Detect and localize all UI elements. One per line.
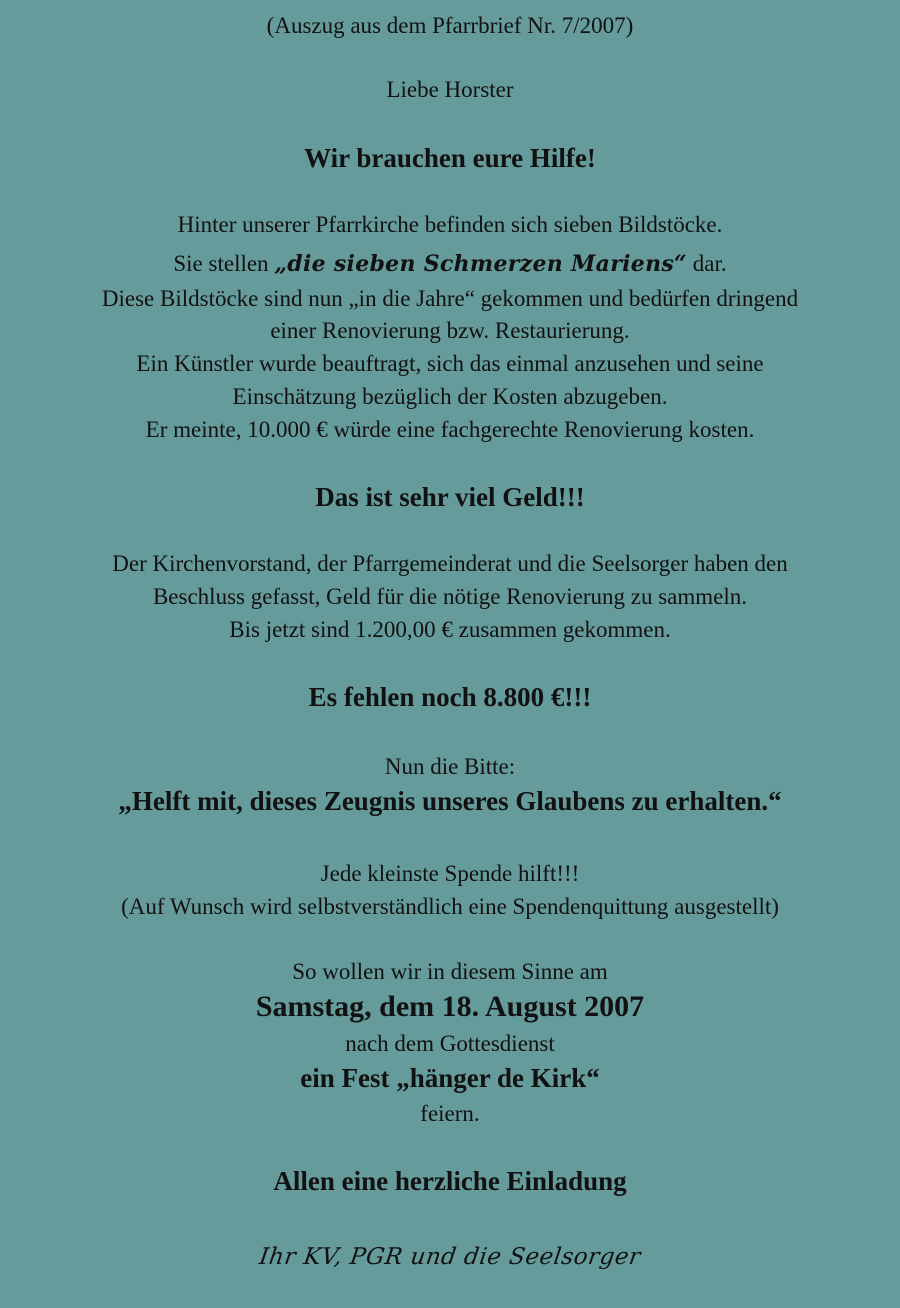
donation-line1: Jede kleinste Spende hilft!!! [320, 861, 580, 886]
signature: Ihr KV, PGR und die Seelsorger [257, 1244, 643, 1270]
paragraph1-line4: einer Renovierung bzw. Restaurierung. [270, 318, 630, 343]
paragraph1-line2 [0, 252, 900, 275]
paragraph1-line2-pre: Sie stellen [173, 251, 275, 276]
source-note: (Auszug aus dem Pfarrbrief Nr. 7/2007) [266, 13, 634, 38]
request-intro: Nun die Bitte: [384, 754, 516, 779]
paragraph1-line2-post: dar. [687, 251, 727, 276]
paragraph2-line3: Bis jetzt sind 1.200,00 € zusammen gekommen. [229, 617, 671, 642]
paragraph1-line6: Einschätzung bezüglich der Kosten abzugeben. [232, 384, 668, 409]
heading-money: Das ist sehr viel Geld!!! [315, 482, 585, 512]
paragraph2-line1: Der Kirchenvorstand, der Pfarrgemeinderat und die Seelsorger haben den [112, 551, 788, 576]
event-date: Samstag, dem 18. August 2007 [255, 990, 645, 1023]
invitation: Allen eine herzliche Einladung [273, 1166, 627, 1196]
paragraph1-line3: Diese Bildstöcke sind nun „in die Jahre“ gekommen und bedürfen dringend [101, 286, 799, 311]
paragraph2-line2: Beschluss gefasst, Geld für die nötige Renovierung zu sammeln. [152, 584, 748, 609]
greeting: Liebe Horster [386, 77, 514, 102]
heading-missing: Es fehlen noch 8.800 €!!! [308, 682, 592, 712]
event-name: ein Fest „hänger de Kirk“ [300, 1063, 600, 1093]
seven-sorrows-phrase: „die sieben Schmerzen Mariens“ [274, 251, 688, 277]
paragraph1-line1: Hinter unserer Pfarrkirche befinden sich sieben Bildstöcke. [177, 212, 723, 237]
event-line3: nach dem Gottesdienst [345, 1031, 555, 1056]
paragraph1-line7: Er meinte, 10.000 € würde eine fachgerechte Renovierung kosten. [145, 417, 755, 442]
event-line5: feiern. [420, 1101, 480, 1126]
event-line1: So wollen wir in diesem Sinne am [292, 959, 608, 984]
request-quote: „Helft mit, dieses Zeugnis unseres Glaubens zu erhalten.“ [118, 786, 782, 816]
paragraph1-line5: Ein Künstler wurde beauftragt, sich das einmal anzusehen und seine [136, 351, 764, 376]
donation-line2: (Auf Wunsch wird selbstverständlich eine Spendenquittung ausgestellt) [121, 894, 779, 919]
heading-help: Wir brauchen eure Hilfe! [304, 143, 596, 173]
